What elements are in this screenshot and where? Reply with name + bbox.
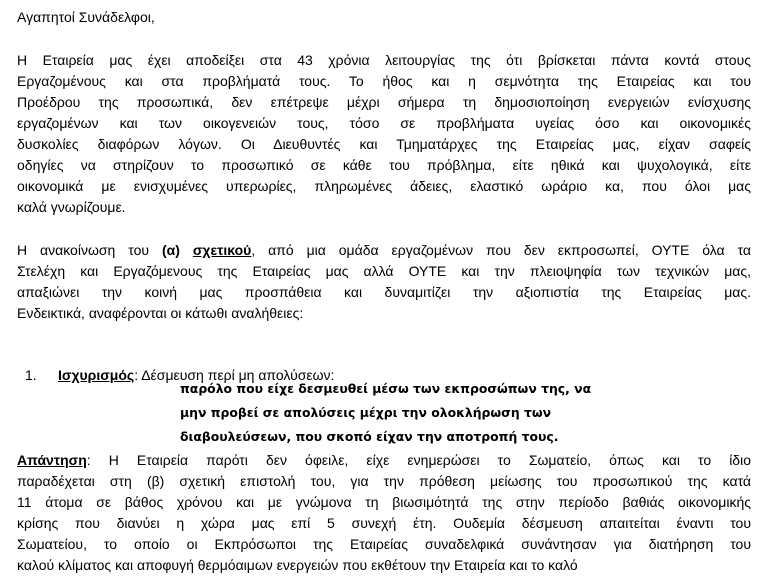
- paragraph-line: Στελέχη και Εργαζόμενους της Εταιρείας μας αλλά ΟΥΤΕ και την πλειοψηφία των τεχνικών μας,: [17, 263, 751, 279]
- paragraph-line: δυσκολίες διαφόρων λόγων. Οι Διευθυντές και Τμηματάρχες της Εταιρείας μας, είχαν σαφείς: [17, 136, 751, 152]
- paragraph-line: Σωματείου, το οποίο οι Εκπρόσωποι της Εταιρείας συναδελφικά συνάντησαν για διατήρηση του: [17, 536, 751, 552]
- paragraph-line: 11 άτομα σε βάθος χρόνου και με γνώμονα τη βιωσιμότητά της στην περίοδο βαθιάς οικονομικής: [17, 494, 751, 510]
- paragraph-line: Η ανακοίνωση του (α) σχετικού, από μια ομάδα εργαζομένων που δεν εκπροσωπεί, ΟΥΤΕ όλα τα: [17, 242, 751, 258]
- paragraph-line: Εργαζομένους και στα προβλήματά τους. Το ήθος και η σεμνότητα της Εταιρείας και του: [17, 73, 751, 89]
- paragraph-line: Ενδεικτικά, αναφέρονται οι κάτωθι αναλήθειες:: [17, 305, 304, 321]
- paragraph-line: οικονομικά με ενισχυμένες υπερωρίες, πληρωμένες άδειες, ελαστικό ωράριο κα, που όλοι μας: [17, 178, 751, 194]
- quoted-claim-line: παρόλο που είχε δεσμευθεί μέσω των εκπροσώπων της, να: [180, 381, 592, 396]
- claim-text: : Δέσμευση περί μη απολύσεων:: [134, 367, 335, 383]
- paragraph-line: Προέδρου της προσωπικά, δεν επέτρεψε μέχρι σήμερα τη δημοσιοποίηση ενεργειών ενίσχυσης: [17, 94, 751, 110]
- paragraph-line: Απάντηση: Η Εταιρεία παρότι δεν όφειλε, είχε ενημερώσει το Σωματείο, όπως και το ίδιο: [17, 452, 751, 468]
- paragraph-line: Η Εταιρεία μας έχει αποδείξει στα 43 χρόνια λειτουργίας της ότι βρίσκεται πάντα κοντά στους: [17, 52, 751, 68]
- paragraph-line: καλού κλίματος και αποφυγή θερμόαιμων ενεργειών που εκθέτουν την Εταιρεία και το καλό: [17, 557, 578, 573]
- quoted-claim-line: μην προβεί σε απολύσεις μέχρι την ολοκλήρωση των: [180, 405, 552, 420]
- paragraph-line: εργαζομένων και των οικογενειών τους, τόσο σε προβλήματα υγείας όσο και οικονομικές: [17, 115, 751, 131]
- reference-relevant: σχετικού: [192, 242, 252, 258]
- paragraph-line: παραδέχεται στη (β) σχετική επιστολή του, για την πρόθεση μείωσης του προσωπικού της κατά: [17, 473, 751, 489]
- claim-label: Ισχυρισμός: [58, 367, 135, 383]
- paragraph-line: καλά γνωρίζουμε.: [17, 199, 126, 215]
- answer-label: Απάντηση: [17, 452, 87, 468]
- list-number: 1.: [25, 367, 37, 383]
- greeting: Αγαπητοί Συνάδελφοι,: [17, 9, 155, 25]
- paragraph-line: οδηγίες να στηρίζουν το προσωπικό σε κάθε του πρόβλημα, είτε ηθικά και ψυχολογικά, είτε: [17, 157, 751, 173]
- paragraph-line: απαξιώνει την κοινή μας προσπάθεια και δυναμιτίζει την αξιοπιστία της Εταιρείας μας.: [17, 284, 751, 300]
- paragraph-line: κρίσης που διανύει η χώρα μας επί 5 συνεχή έτη. Ουδεμία δέσμευση απαιτείται έναντι του: [17, 515, 751, 531]
- quoted-claim-line: διαβουλεύσεων, που σκοπό είχαν την αποτροπή τους.: [180, 429, 559, 444]
